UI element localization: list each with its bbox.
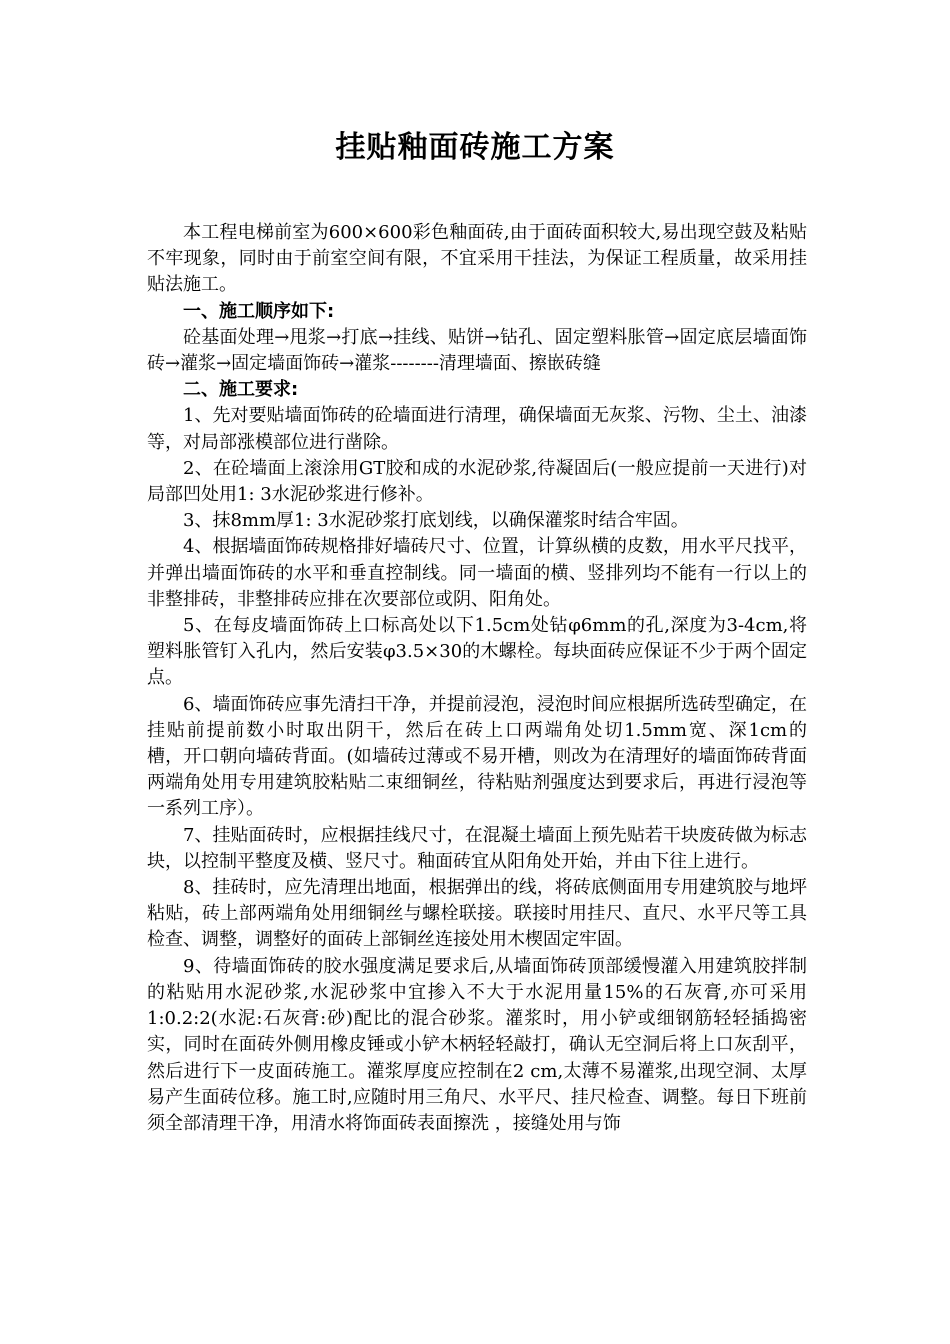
intro-paragraph: 本工程电梯前室为600×600彩色釉面砖,由于面砖面积较大,易出现空鼓及粘贴不牢现象，同时由于前室空间有限，不宜采用干挂法，为保证工程质量，故采用挂贴法施工。 [147, 222, 807, 296]
requirement-item-3: 3、抹8mm厚1: 3水泥砂浆打底划线，以确保灌浆时结合牢固。 [183, 510, 689, 532]
sequence-paragraph: 砼基面处理→甩浆→打底→挂线、贴饼→钻孔、固定塑料胀管→固定底层墙面饰砖→灌浆→固定墙面饰砖→灌浆--------清理墙面、擦嵌砖缝 [147, 326, 807, 375]
requirement-item-1: 1、先对要贴墙面饰砖的砼墙面进行清理，确保墙面无灰浆、污物、尘土、油漆等，对局部涨模部位进行凿除。 [147, 405, 807, 453]
requirement-item-8: 8、挂砖时，应先清理出地面，根据弹出的线，将砖底侧面用专用建筑胶与地坪粘贴，砖上部两端角处用细铜丝与螺栓联接。联接时用挂尺、直尺、水平尺等工具检查、调整，调整好的面砖上部铜丝连接处用木楔固定牢固。 [147, 877, 807, 951]
requirement-item-7: 7、挂贴面砖时，应根据挂线尺寸，在混凝土墙面上预先贴若干块废砖做为标志块，以控制平整度及横、竖尺寸。釉面砖宜从阳角处开始，并由下往上进行。 [147, 824, 807, 872]
document-body [147, 220, 831, 1137]
section-heading-sequence: 一、施工顺序如下: [183, 300, 335, 322]
requirement-item-9: 9、待墙面饰砖的胶水强度满足要求后,从墙面饰砖顶部缓慢灌入用建筑胶拌制的粘贴用水泥砂浆,水泥砂浆中宜掺入不大于水泥用量15%的石灰膏,亦可采用1:0.2:2(水泥:石灰膏:砂)配比的混合砂浆。灌浆时，用小铲或细钢筋轻轻插捣密实，同时在面砖外侧用橡皮锤或小铲木柄轻轻敲打，确认无空洞后将上口灰刮平，然后进行下一皮面砖施工。灌浆厚度应控制在2 cm,太薄不易灌浆,出现空洞、太厚易产生面砖位移。施工时,应随时用三角尺、水平尺、挂尺检查、调整。每日下班前须全部清理干净，用清水将饰面砖表面擦洗 ，接缝处用与饰 [147, 955, 807, 1134]
section-heading-requirements: 二、施工要求: [183, 379, 299, 401]
requirement-item-2: 2、在砼墙面上滚涂用GT胶和成的水泥砂浆,待凝固后(一般应提前一天进行)对局部凹处用1: 3水泥砂浆进行修补。 [147, 457, 807, 506]
requirement-item-5: 5、在每皮墙面饰砖上口标高处以下1.5cm处钻φ6mm的孔,深度为3-4cm,将塑料胀管钉入孔内，然后安装φ3.5×30的木螺栓。每块面砖应保证不少于两个固定点。 [147, 615, 807, 689]
requirement-item-4: 4、根据墙面饰砖规格排好墙砖尺寸、位置，计算纵横的皮数，用水平尺找平，并弹出墙面饰砖的水平和垂直控制线。同一墙面的横、竖排列均不能有一行以上的非整排砖，非整排砖应排在次要部位或阴、阳角处。 [147, 536, 807, 610]
requirement-item-6: 6、墙面饰砖应事先清扫干净，并提前浸泡，浸泡时间应根据所选砖型确定，在挂贴前提前数小时取出阴干，然后在砖上口两端角处切1.5mm宽、深1cm的 槽，开口朝向墙砖背面。(如墙砖过薄或不易开槽，则改为在清理好的墙面饰砖背面两端角处用专用建筑胶粘贴二束细铜丝，待粘贴剂强度达到要求后，再进行浸泡等一系列工序）。 [147, 693, 831, 820]
document-title: 挂贴釉面砖施工方案 [335, 130, 615, 165]
